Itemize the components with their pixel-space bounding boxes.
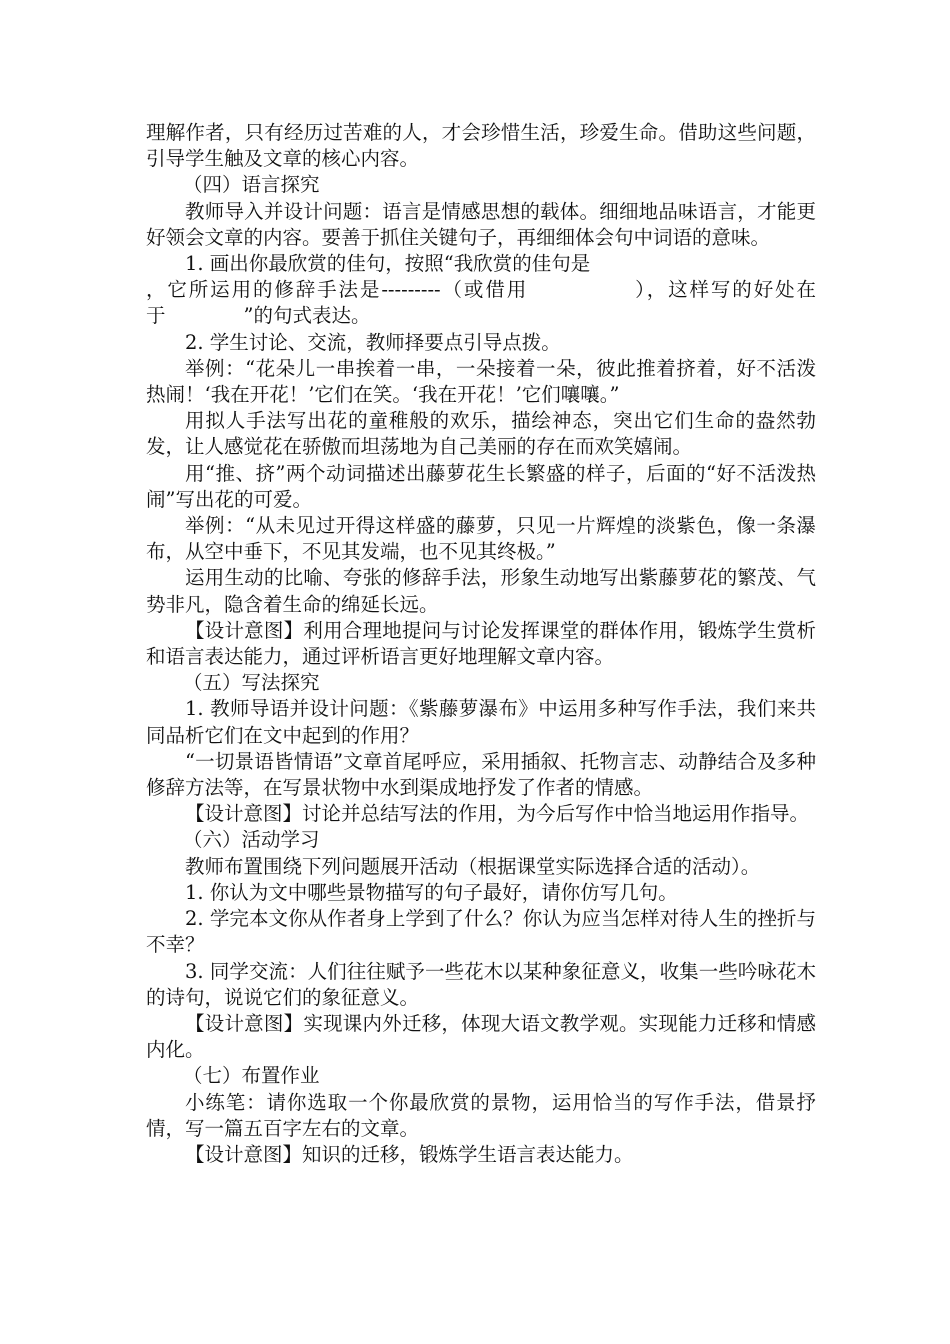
section-heading-language: （四）语言探究 (183, 173, 320, 197)
paragraph-design-intent-3: 【设计意图】实现课内外迁移，体现大语文教学观。实现能力迁移和情感内化。 (146, 1011, 816, 1062)
paragraph-design-intent-1: 【设计意图】利用合理地提问与讨论发挥课堂的群体作用，锻炼学生赏析和语言表达能力，通过评析语言更好地理解文章内容。 (146, 618, 816, 669)
paragraph-analysis-2: 用“推、挤”两个动词描述出藤萝花生长繁盛的样子，后面的“好不活泼热闹”写出花的可爱。 (146, 461, 816, 511)
paragraph-continuation: 理解作者，只有经历过苦难的人，才会珍惜生活，珍爱生命。借助这些问题，引导学生触及文章的核心内容。 (146, 121, 816, 171)
paragraph-activity-intro: 教师布置围绕下列问题展开活动（根据课堂实际选择合适的活动）。 (185, 854, 761, 878)
paragraph-activity-1: 1. 你认为文中哪些景物描写的句子最好，请你仿写几句。 (185, 880, 678, 904)
paragraph-item-1-part-b: ，它所运用的修辞手法是---------（或借用 ），这样写的好处在于 ”的句式表达。 (146, 278, 816, 328)
paragraph-activity-2: 2. 学完本文你从作者身上学到了什么？你认为应当怎样对待人生的挫折与不幸？ (146, 907, 816, 957)
paragraph-language-intro: 教师导入并设计问题：语言是情感思想的载体。细细地品味语言，才能更好领会文章的内容。要善于抓住关键句子，再细细体会句中词语的意味。 (146, 199, 816, 249)
paragraph-writing-question: 1. 教师导语并设计问题：《紫藤萝瀑布》中运用多种写作手法，我们来共同品析它们在文中起到的作用？ (146, 697, 816, 747)
paragraph-analysis-1: 用拟人手法写出花的童稚般的欢乐，描绘神态，突出它们生命的盎然勃发，让人感觉花在骄傲而坦荡地为自己美丽的存在而欢笑嬉闹。 (146, 409, 816, 459)
paragraph-item-2: 2. 学生讨论、交流，教师择要点引导点拨。 (185, 330, 561, 354)
paragraph-design-intent-4: 【设计意图】知识的迁移，锻炼学生语言表达能力。 (185, 1142, 634, 1166)
paragraph-item-1-part-a: 1. 画出你最欣赏的佳句，按照“我欣赏的佳句是 (185, 252, 591, 276)
paragraph-activity-3: 3. 同学交流：人们往往赋予一些花木以某种象征意义，收集一些吟咏花木的诗句，说说它们的象征意义。 (146, 959, 816, 1009)
section-heading-homework: （七）布置作业 (183, 1064, 320, 1088)
paragraph-example-1: 举例：“花朵儿一串挨着一串，一朵接着一朵，彼此推着挤着，好不活泼热闹！‘我在开花！’它们在笑。‘我在开花！’它们嚷嚷。” (146, 356, 816, 407)
paragraph-analysis-3: 运用生动的比喻、夸张的修辞手法，形象生动地写出紫藤萝花的繁茂、气势非凡，隐含着生命的绵延长远。 (146, 566, 816, 616)
paragraph-writing-analysis: “一切景语皆情语”文章首尾呼应，采用插叙、托物言志、动静结合及多种修辞方法等，在写景状物中水到渠成地抒发了作者的情感。 (146, 749, 816, 800)
document-page (146, 120, 816, 1168)
paragraph-homework: 小练笔：请你选取一个你最欣赏的景物，运用恰当的写作手法，借景抒情，写一篇五百字左右的文章。 (146, 1090, 816, 1140)
section-heading-activity: （六）活动学习 (183, 828, 320, 852)
paragraph-example-2: 举例：“从未见过开得这样盛的藤萝，只见一片辉煌的淡紫色，像一条瀑布，从空中垂下，不见其发端，也不见其终极。” (146, 514, 816, 564)
paragraph-design-intent-2: 【设计意图】讨论并总结写法的作用，为今后写作中恰当地运用作指导。 (185, 802, 810, 826)
section-heading-writing: （五）写法探究 (183, 671, 320, 695)
